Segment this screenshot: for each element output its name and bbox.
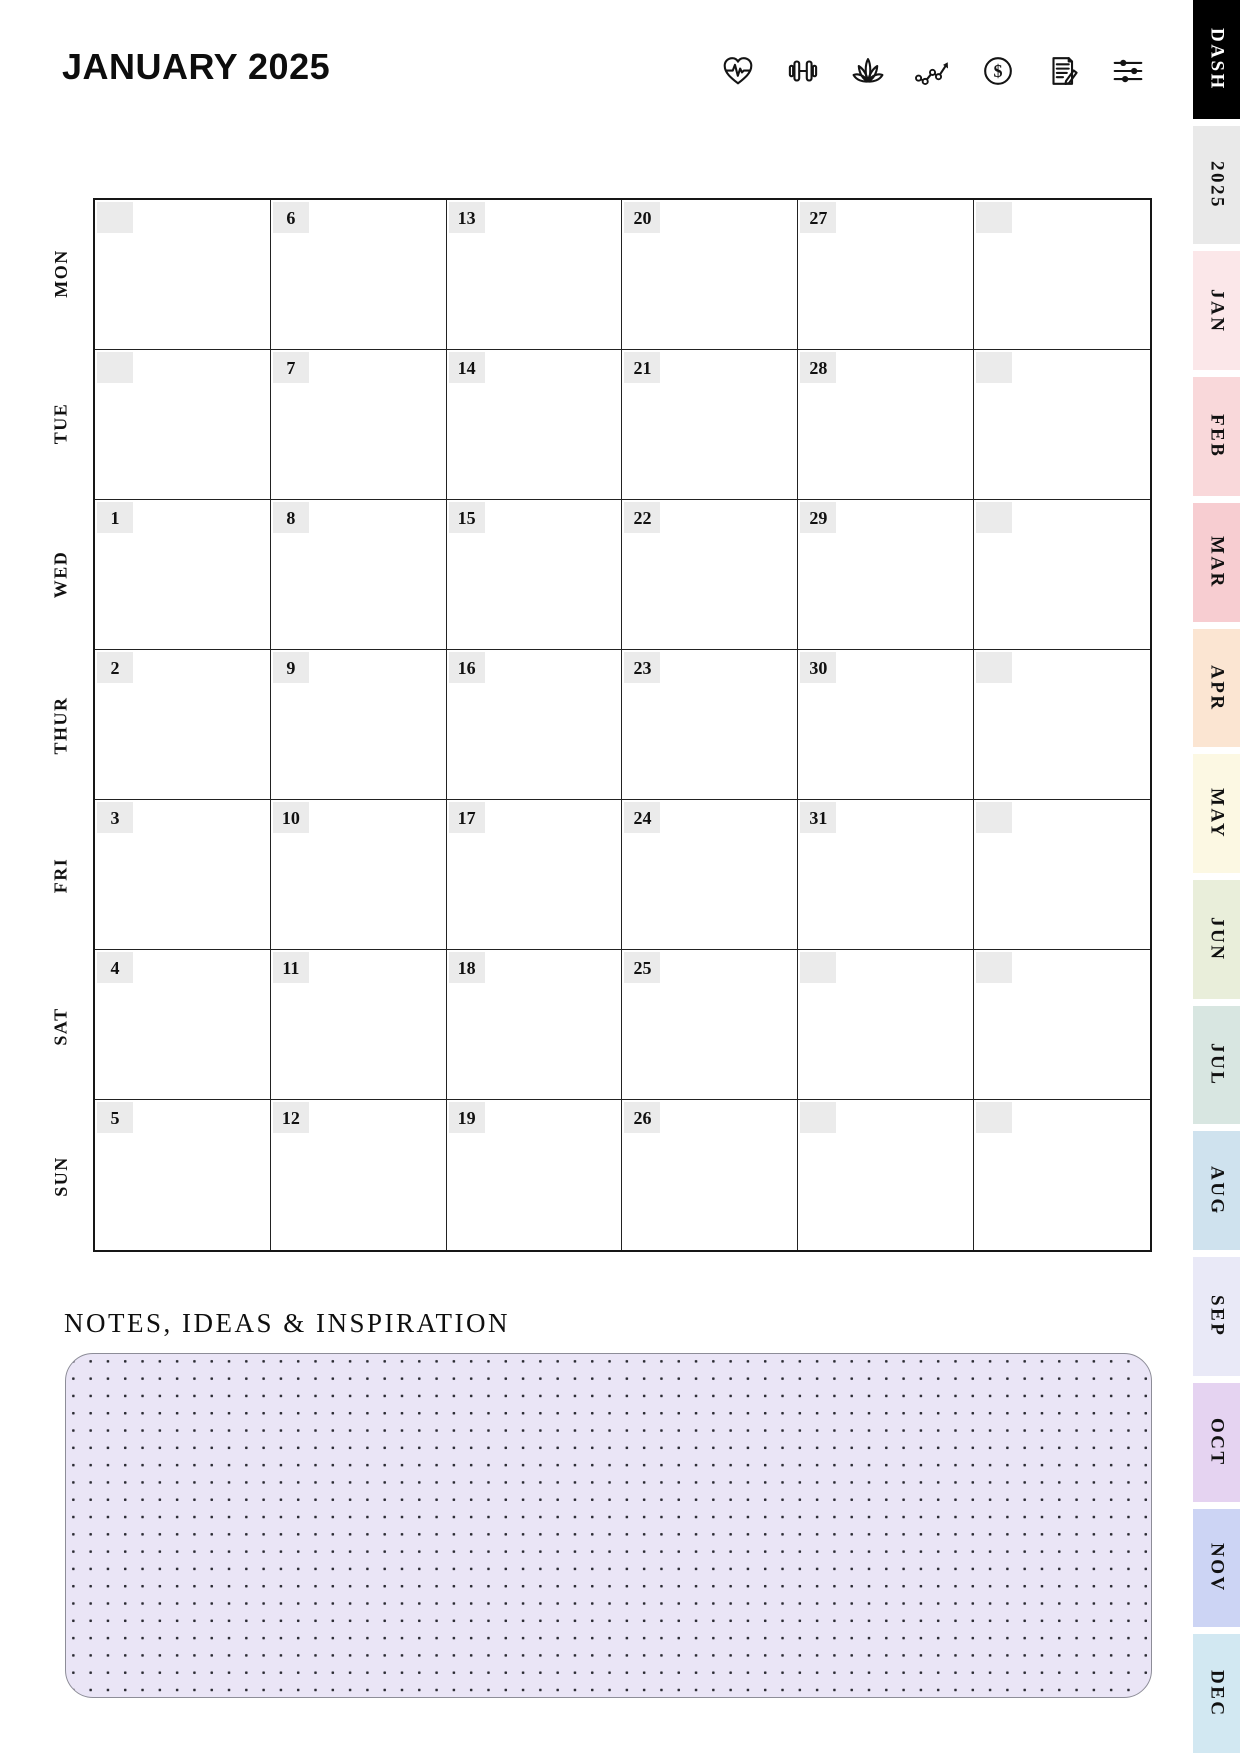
weekday-label-sat [38, 951, 84, 1102]
weekday-label-text: FRI [50, 857, 71, 894]
tab-nov[interactable] [1193, 1509, 1240, 1628]
day-number: 11 [282, 957, 300, 978]
day-number: 26 [633, 1107, 652, 1128]
day-number: 5 [110, 1107, 120, 1128]
calendar-cell-thur-week2[interactable] [271, 650, 447, 800]
calendar-cell-mon-week1[interactable] [95, 200, 271, 350]
day-number-box[interactable] [97, 1102, 133, 1133]
day-number: 27 [809, 207, 828, 228]
calendar-cell-mon-week5[interactable] [798, 200, 974, 350]
calendar-cell-mon-week6[interactable] [974, 200, 1150, 350]
day-number-box[interactable] [273, 952, 309, 983]
tab-jan[interactable] [1193, 251, 1240, 370]
day-number-box[interactable] [449, 1102, 485, 1133]
dumbbell-icon[interactable] [784, 52, 822, 90]
weekday-label-mon [38, 198, 84, 349]
day-number-box[interactable] [624, 1102, 660, 1133]
weekday-label-thur [38, 650, 84, 801]
day-number-box-empty[interactable] [97, 352, 133, 383]
tab-oct[interactable] [1193, 1383, 1240, 1502]
calendar-cell-wed-week2[interactable] [271, 500, 447, 650]
calendar-cell-tue-week6[interactable] [974, 350, 1150, 500]
tab-label: OCT [1206, 1417, 1228, 1467]
calendar-cell-fri-week3[interactable] [447, 800, 623, 950]
month-tab-sidebar [1193, 0, 1240, 1753]
day-number: 17 [457, 807, 476, 828]
calendar-cell-sat-week2[interactable] [271, 950, 447, 1100]
day-number: 22 [633, 507, 652, 528]
day-number: 4 [110, 957, 120, 978]
day-number-box[interactable] [449, 652, 485, 683]
tab-feb[interactable] [1193, 377, 1240, 496]
tab-label: JUL [1206, 1043, 1228, 1087]
day-number: 15 [457, 507, 476, 528]
day-number: 21 [633, 357, 652, 378]
tab-label: AUG [1206, 1165, 1228, 1216]
day-number-box[interactable] [624, 802, 660, 833]
weekday-label-text: WED [50, 550, 71, 599]
weekday-label-text: MON [50, 249, 71, 298]
day-number: 20 [633, 207, 652, 228]
day-number: 10 [281, 807, 300, 828]
day-number-box-empty[interactable] [976, 952, 1012, 983]
tab-aug[interactable] [1193, 1131, 1240, 1250]
calendar-cell-sun-week6[interactable] [974, 1100, 1150, 1250]
day-number-box-empty[interactable] [800, 952, 836, 983]
day-number: 31 [809, 807, 828, 828]
calendar-cell-fri-week4[interactable] [622, 800, 798, 950]
tab-may[interactable] [1193, 754, 1240, 873]
day-number-box[interactable] [273, 202, 309, 233]
notes-doc-icon[interactable] [1044, 52, 1082, 90]
heart-pulse-icon[interactable] [719, 52, 757, 90]
day-number-box[interactable] [273, 1102, 309, 1133]
calendar-cell-fri-week6[interactable] [974, 800, 1150, 950]
day-number: 3 [110, 807, 120, 828]
notes-title: NOTES, IDEAS & INSPIRATION [64, 1308, 511, 1338]
monthly-calendar-grid [93, 198, 1152, 1252]
tab-label: MAR [1206, 535, 1228, 589]
day-number-box[interactable] [97, 652, 133, 683]
calendar-cell-fri-week2[interactable] [271, 800, 447, 950]
day-number-box[interactable] [97, 502, 133, 533]
weekday-label-text: THUR [50, 696, 71, 755]
day-number: 7 [286, 357, 296, 378]
day-number-box-empty[interactable] [976, 502, 1012, 533]
weekday-label-tue [38, 349, 84, 500]
tab-2025[interactable] [1193, 126, 1240, 245]
day-number-box[interactable] [800, 802, 836, 833]
day-number-box[interactable] [800, 652, 836, 683]
calendar-cell-wed-week3[interactable] [447, 500, 623, 650]
calendar-cell-tue-week3[interactable] [447, 350, 623, 500]
trend-chart-icon[interactable] [914, 52, 952, 90]
calendar-cell-mon-week2[interactable] [271, 200, 447, 350]
calendar-cell-wed-week6[interactable] [974, 500, 1150, 650]
weekday-label-column [38, 198, 84, 1252]
calendar-cell-tue-week4[interactable] [622, 350, 798, 500]
calendar-cell-fri-week1[interactable] [95, 800, 271, 950]
tab-label: APR [1206, 664, 1228, 712]
day-number-box[interactable] [624, 352, 660, 383]
day-number-box[interactable] [273, 352, 309, 383]
day-number-box[interactable] [449, 802, 485, 833]
day-number-box-empty[interactable] [976, 652, 1012, 683]
calendar-cell-tue-week5[interactable] [798, 350, 974, 500]
day-number: 23 [633, 657, 652, 678]
weekday-label-wed [38, 499, 84, 650]
day-number: 9 [286, 657, 296, 678]
day-number: 19 [457, 1107, 476, 1128]
weekday-label-text: SUN [50, 1156, 71, 1198]
calendar-cell-sat-week3[interactable] [447, 950, 623, 1100]
day-number-box[interactable] [624, 502, 660, 533]
calendar-cell-thur-week1[interactable] [95, 650, 271, 800]
calendar-cell-fri-week5[interactable] [798, 800, 974, 950]
day-number: 16 [457, 657, 476, 678]
notes-dotted-area[interactable] [65, 1353, 1152, 1698]
calendar-cell-sat-week4[interactable] [622, 950, 798, 1100]
day-number-box[interactable] [273, 802, 309, 833]
tab-apr[interactable] [1193, 629, 1240, 748]
tab-label: FEB [1206, 414, 1228, 459]
day-number: 14 [457, 357, 476, 378]
day-number-box[interactable] [624, 652, 660, 683]
calendar-cell-sat-week6[interactable] [974, 950, 1150, 1100]
calendar-cell-wed-week5[interactable] [798, 500, 974, 650]
calendar-cell-sun-week2[interactable] [271, 1100, 447, 1250]
dollar-icon[interactable] [979, 52, 1017, 90]
day-number-box-empty[interactable] [976, 202, 1012, 233]
tab-dash[interactable] [1193, 0, 1240, 119]
day-number-box[interactable] [449, 502, 485, 533]
calendar-cell-thur-week5[interactable] [798, 650, 974, 800]
day-number-box[interactable] [449, 952, 485, 983]
calendar-cell-sun-week4[interactable] [622, 1100, 798, 1250]
day-number-box[interactable] [800, 502, 836, 533]
tab-label: 2025 [1206, 161, 1228, 210]
calendar-cell-thur-week4[interactable] [622, 650, 798, 800]
day-number-box-empty[interactable] [97, 202, 133, 233]
calendar-cell-sun-week5[interactable] [798, 1100, 974, 1250]
tab-label: NOV [1206, 1543, 1228, 1593]
tab-jun[interactable] [1193, 880, 1240, 999]
tab-label: MAY [1206, 788, 1228, 840]
day-number: 25 [633, 957, 652, 978]
tab-label: JUN [1206, 917, 1228, 962]
day-number: 2 [110, 657, 120, 678]
day-number: 13 [457, 207, 476, 228]
calendar-cell-sat-week5[interactable] [798, 950, 974, 1100]
page-title: JANUARY 2025 [62, 46, 331, 87]
lotus-icon[interactable] [849, 52, 887, 90]
day-number: 28 [809, 357, 828, 378]
tab-label: SEP [1206, 1295, 1228, 1338]
day-number: 12 [281, 1107, 300, 1128]
day-number-box[interactable] [800, 352, 836, 383]
day-number-box[interactable] [273, 652, 309, 683]
weekday-label-text: TUE [50, 403, 71, 445]
weekday-label-text: SAT [50, 1007, 71, 1046]
day-number-box-empty[interactable] [976, 1102, 1012, 1133]
day-number-box[interactable] [624, 202, 660, 233]
tab-label: DEC [1206, 1669, 1228, 1718]
day-number: 6 [286, 207, 296, 228]
day-number-box[interactable] [273, 502, 309, 533]
weekday-label-fri [38, 800, 84, 951]
calendar-cell-mon-week3[interactable] [447, 200, 623, 350]
day-number: 29 [809, 507, 828, 528]
calendar-cell-tue-week1[interactable] [95, 350, 271, 500]
day-number-box-empty[interactable] [976, 802, 1012, 833]
calendar-cell-thur-week3[interactable] [447, 650, 623, 800]
day-number-box-empty[interactable] [976, 352, 1012, 383]
calendar-cell-mon-week4[interactable] [622, 200, 798, 350]
sliders-icon[interactable] [1109, 52, 1147, 90]
calendar-cell-wed-week1[interactable] [95, 500, 271, 650]
calendar-cell-sun-week1[interactable] [95, 1100, 271, 1250]
calendar-cell-wed-week4[interactable] [622, 500, 798, 650]
header-icon-row [719, 52, 1147, 90]
day-number-box[interactable] [97, 952, 133, 983]
tab-dec[interactable] [1193, 1634, 1240, 1753]
calendar-cell-sun-week3[interactable] [447, 1100, 623, 1250]
weekday-label-sun [38, 1101, 84, 1252]
day-number: 30 [809, 657, 828, 678]
tab-sep[interactable] [1193, 1257, 1240, 1376]
tab-label: DASH [1206, 27, 1228, 91]
calendar-cell-tue-week2[interactable] [271, 350, 447, 500]
day-number-box-empty[interactable] [800, 1102, 836, 1133]
day-number-box[interactable] [800, 202, 836, 233]
tab-jul[interactable] [1193, 1006, 1240, 1125]
day-number: 24 [633, 807, 652, 828]
day-number-box[interactable] [449, 202, 485, 233]
day-number-box[interactable] [97, 802, 133, 833]
day-number: 18 [457, 957, 476, 978]
day-number-box[interactable] [449, 352, 485, 383]
svg-text:$: $ [993, 61, 1003, 82]
tab-label: JAN [1206, 288, 1228, 334]
day-number-box[interactable] [624, 952, 660, 983]
day-number: 8 [286, 507, 296, 528]
day-number: 1 [110, 507, 120, 528]
tab-mar[interactable] [1193, 503, 1240, 622]
calendar-cell-sat-week1[interactable] [95, 950, 271, 1100]
calendar-cell-thur-week6[interactable] [974, 650, 1150, 800]
